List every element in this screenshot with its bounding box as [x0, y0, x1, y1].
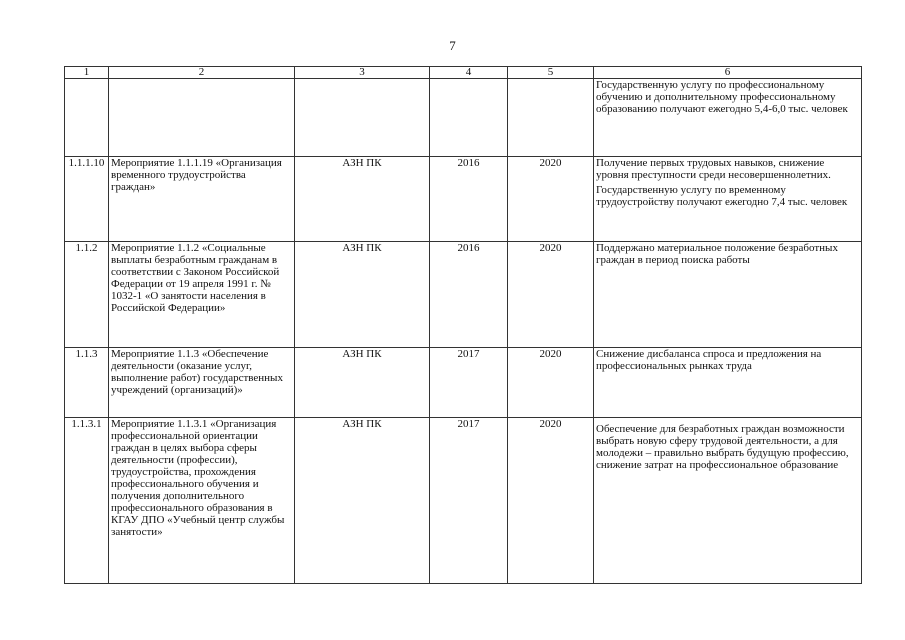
page-number: 7 [449, 38, 456, 53]
start-year [430, 79, 508, 157]
table-row [65, 157, 862, 242]
end-year: 2020 [508, 157, 594, 242]
row-number: 1.1.2 [65, 242, 109, 348]
row-number: 1.1.3 [65, 348, 109, 418]
result-text: Государственную услугу по временному трудоустройству получают ежегодно 7,4 тыс. человек [596, 184, 848, 208]
measures-table [64, 66, 862, 584]
start-year: 2016 [430, 157, 508, 242]
header-row [65, 67, 862, 79]
end-year: 2020 [508, 418, 594, 584]
measure-name: Мероприятие 1.1.1.19 «Организация временного трудоустройства граждан» [109, 157, 295, 242]
header-col-3: 3 [295, 67, 430, 79]
expected-result [594, 79, 862, 157]
header-col-5: 5 [508, 67, 594, 79]
result-text: Государственную услугу по профессиональному обучению и дополнительному профессиональному образованию получают ежегодно 5,4-6,0 тыс. человек [596, 79, 848, 115]
start-year: 2016 [430, 242, 508, 348]
measure-name: Мероприятие 1.1.3 «Обеспечение деятельности (оказание услуг, выполнение работ) государственных учреждений (организаций)» [109, 348, 295, 418]
row-number: 1.1.1.10 [65, 157, 109, 242]
header-col-4: 4 [430, 67, 508, 79]
start-year: 2017 [430, 418, 508, 584]
expected-result [594, 242, 862, 348]
start-year: 2017 [430, 348, 508, 418]
expected-result [594, 157, 862, 242]
expected-result [594, 348, 862, 418]
end-year [508, 79, 594, 157]
executor [295, 79, 430, 157]
header-col-2: 2 [109, 67, 295, 79]
end-year: 2020 [508, 242, 594, 348]
result-text: Снижение дисбаланса спроса и предложения на профессиональных рынках труда [596, 348, 822, 372]
result-text: Обеспечение для безработных граждан возможности выбрать новую сферу трудовой деятельности, а для молодежи – правильно выбрать будущую профессию, снижение затрат на профессиональное образование [596, 423, 849, 471]
end-year: 2020 [508, 348, 594, 418]
table-row [65, 242, 862, 348]
measure-name [109, 79, 295, 157]
executor: АЗН ПК [295, 157, 430, 242]
measure-name: Мероприятие 1.1.3.1 «Организация профессиональной ориентации граждан в целях выбора сферы деятельности (профессии), трудоустройства, прохождения профессионального обучения и получения дополнительного профессионального образования в КГАУ ДПО «Учебный центр службы занятости» [109, 418, 295, 584]
row-number [65, 79, 109, 157]
table-row [65, 418, 862, 584]
executor: АЗН ПК [295, 418, 430, 584]
result-text: Поддержано материальное положение безработных граждан в период поиска работы [596, 242, 838, 266]
executor: АЗН ПК [295, 242, 430, 348]
header-col-6: 6 [594, 67, 862, 79]
measure-name: Мероприятие 1.1.2 «Социальные выплаты безработным гражданам в соответствии с Законом Российской Федерации от 19 апреля 1991 г. № 1032-1 «О занятости населения в Российской Федерации» [109, 242, 295, 348]
result-text: Получение первых трудовых навыков, снижение уровня преступности среди несовершеннолетних. [596, 157, 831, 181]
table-row [65, 79, 862, 157]
table-row [65, 348, 862, 418]
header-col-1: 1 [65, 67, 109, 79]
row-number: 1.1.3.1 [65, 418, 109, 584]
executor: АЗН ПК [295, 348, 430, 418]
expected-result [594, 418, 862, 584]
